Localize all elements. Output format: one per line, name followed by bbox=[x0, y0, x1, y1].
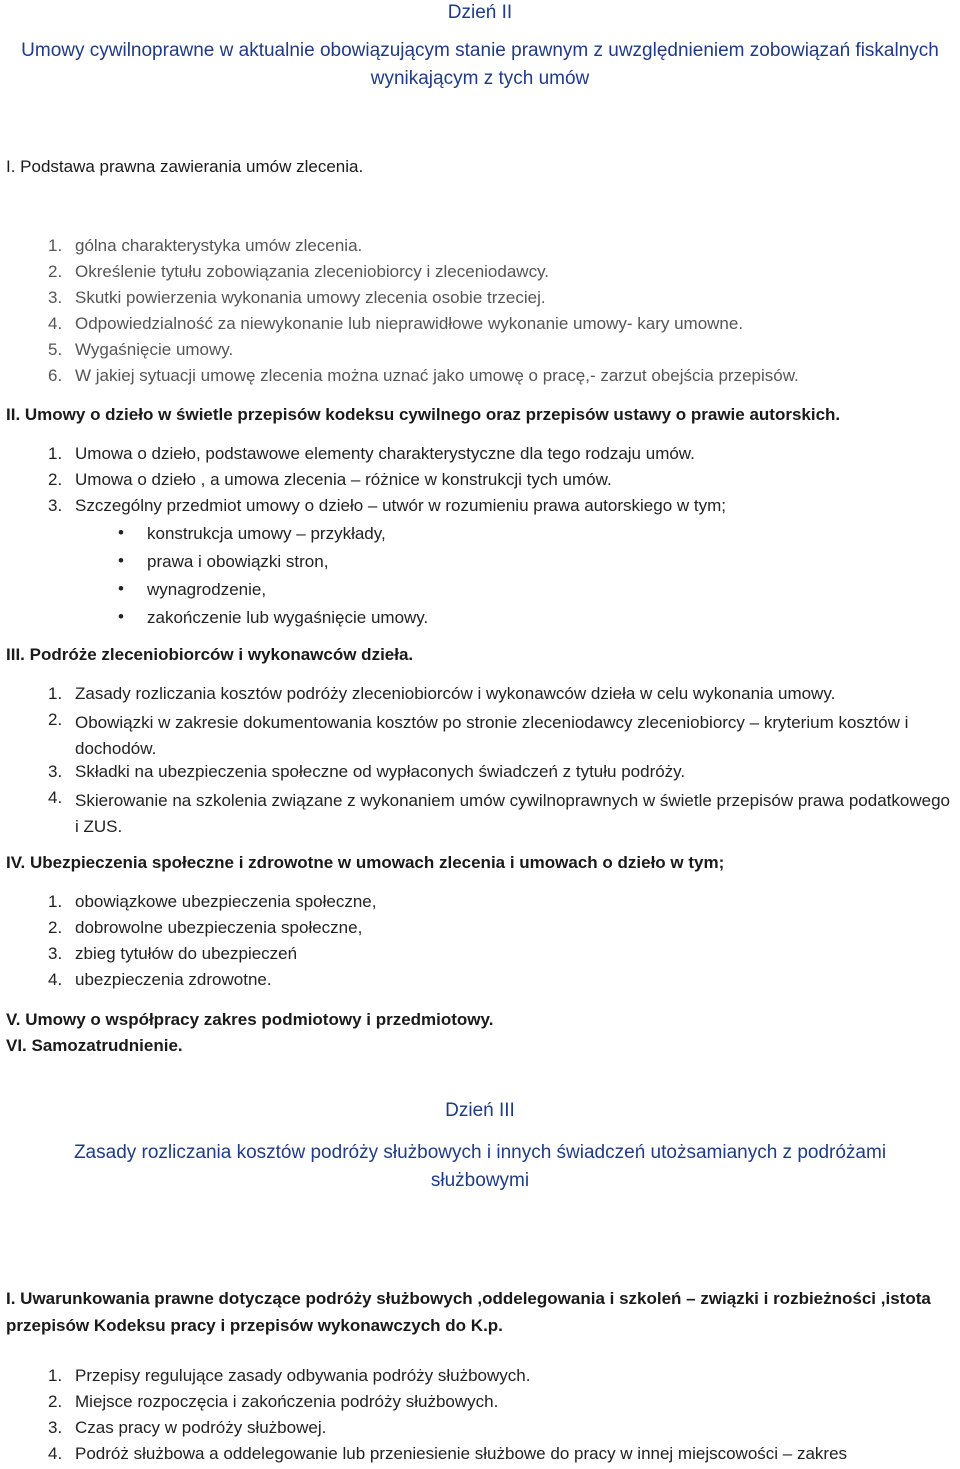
item-number: 4. bbox=[48, 1444, 63, 1463]
item-text: Obowiązki w zakresie dokumentowania kosztów po stronie zleceniodawcy zleceniobiorcy – kryterium kosztów i dochodów. bbox=[75, 713, 909, 758]
item-number: 3. bbox=[48, 762, 63, 781]
item-text: obowiązkowe ubezpieczenia społeczne, bbox=[75, 892, 377, 911]
item-text: Skierowanie na szkolenia związane z wykonaniem umów cywilnoprawnych w świetle przepisów prawa podatkowego i ZUS. bbox=[75, 791, 950, 836]
item-number: 4. bbox=[48, 788, 63, 807]
bullet-text: wynagrodzenie, bbox=[147, 580, 267, 599]
item-number: 1. bbox=[48, 236, 63, 255]
item-text: zbieg tytułów do ubezpieczeń bbox=[75, 944, 298, 963]
item-number: 4. bbox=[48, 970, 63, 989]
section-1-title: I. Podstawa prawna zawierania umów zlecenia. bbox=[6, 157, 364, 176]
item-text: Szczególny przedmiot umowy o dzieło – utwór w rozumieniu prawa autorskiego w tym; bbox=[75, 496, 726, 515]
item-text: Składki na ubezpieczenia społeczne od wypłaconych świadczeń z tytułu podróży. bbox=[75, 762, 686, 781]
item-number: 2. bbox=[48, 710, 63, 729]
item-number: 2. bbox=[48, 470, 63, 489]
bullet-icon: • bbox=[118, 607, 124, 626]
item-number: 4. bbox=[48, 314, 63, 333]
bullet-icon: • bbox=[118, 523, 124, 542]
item-text: Czas pracy w podróży służbowej. bbox=[75, 1418, 327, 1437]
item-text: dobrowolne ubezpieczenia społeczne, bbox=[75, 918, 363, 937]
day2-heading: Dzień II bbox=[447, 2, 513, 23]
item-number: 1. bbox=[48, 1366, 63, 1385]
item-number: 2. bbox=[48, 918, 63, 937]
item-text: gólna charakterystyka umów zlecenia. bbox=[75, 236, 363, 255]
item-number: 2. bbox=[48, 262, 63, 281]
bullet-text: konstrukcja umowy – przykłady, bbox=[147, 524, 386, 543]
item-number: 5. bbox=[48, 340, 63, 359]
item-text: Zasady rozliczania kosztów podróży zleceniobiorców i wykonawców dzieła w celu wykonania umowy. bbox=[75, 684, 836, 703]
section-6-title: VI. Samozatrudnienie. bbox=[6, 1036, 183, 1055]
item-number: 3. bbox=[48, 1418, 63, 1437]
item-text: Podróż służbowa a oddelegowanie lub przeniesienie służbowe do pracy w innej miejscowości – zakres bbox=[75, 1444, 848, 1463]
item-number: 1. bbox=[48, 892, 63, 911]
item-text: Odpowiedzialność za niewykonanie lub nieprawidłowe wykonanie umowy- kary umowne. bbox=[75, 314, 744, 333]
section-5-title: V. Umowy o współpracy zakres podmiotowy i przedmiotowy. bbox=[6, 1010, 494, 1029]
item-number: 2. bbox=[48, 1392, 63, 1411]
item-number: 3. bbox=[48, 288, 63, 307]
bullet-text: zakończenie lub wygaśnięcie umowy. bbox=[147, 608, 429, 627]
item-text: W jakiej sytuacji umowę zlecenia można uznać jako umowę o pracę,- zarzut obejścia przepisów. bbox=[75, 366, 799, 385]
item-text: Umowa o dzieło , a umowa zlecenia – różnice w konstrukcji tych umów. bbox=[75, 470, 612, 489]
section-3-title: III. Podróże zleceniobiorców i wykonawców dzieła. bbox=[6, 645, 414, 664]
bullet-icon: • bbox=[118, 551, 124, 570]
item-text: ubezpieczenia zdrowotne. bbox=[75, 970, 272, 989]
item-number: 1. bbox=[48, 444, 63, 463]
day3-section-1-title: I. Uwarunkowania prawne dotyczące podróży służbowych ,oddelegowania i szkoleń – związki i rozbieżności ,istota przepisów Kodeksu pracy i przepisów wykonawczych do K.p. bbox=[6, 1289, 931, 1335]
item-text: Miejsce rozpoczęcia i zakończenia podróży służbowych. bbox=[75, 1392, 499, 1411]
item-text: Przepisy regulujące zasady odbywania podróży służbowych. bbox=[75, 1366, 531, 1385]
day3-subtitle: Zasady rozliczania kosztów podróży służbowych i innych świadczeń utożsamianych z podróżami służbowymi bbox=[73, 1142, 887, 1191]
item-number: 3. bbox=[48, 496, 63, 515]
day3-heading: Dzień III bbox=[445, 1100, 515, 1121]
bullet-text: prawa i obowiązki stron, bbox=[147, 552, 329, 571]
section-4-title: IV. Ubezpieczenia społeczne i zdrowotne w umowach zlecenia i umowach o dzieło w tym; bbox=[6, 853, 725, 872]
item-text: Umowa o dzieło, podstawowe elementy charakterystyczne dla tego rodzaju umów. bbox=[75, 444, 695, 463]
bullet-icon: • bbox=[118, 579, 124, 598]
item-number: 6. bbox=[48, 366, 63, 385]
item-number: 3. bbox=[48, 944, 63, 963]
item-number: 1. bbox=[48, 684, 63, 703]
item-text: Skutki powierzenia wykonania umowy zlecenia osobie trzeciej. bbox=[75, 288, 546, 307]
item-text: Określenie tytułu zobowiązania zleceniobiorcy i zleceniodawcy. bbox=[75, 262, 550, 281]
section-2-title: II. Umowy o dzieło w świetle przepisów kodeksu cywilnego oraz przepisów ustawy o prawie autorskich. bbox=[6, 405, 841, 424]
day2-subtitle: Umowy cywilnoprawne w aktualnie obowiązującym stanie prawnym z uwzględnieniem zobowiązań fiskalnych wynikającym z tych umów bbox=[21, 40, 939, 89]
item-text: Wygaśnięcie umowy. bbox=[75, 340, 234, 359]
